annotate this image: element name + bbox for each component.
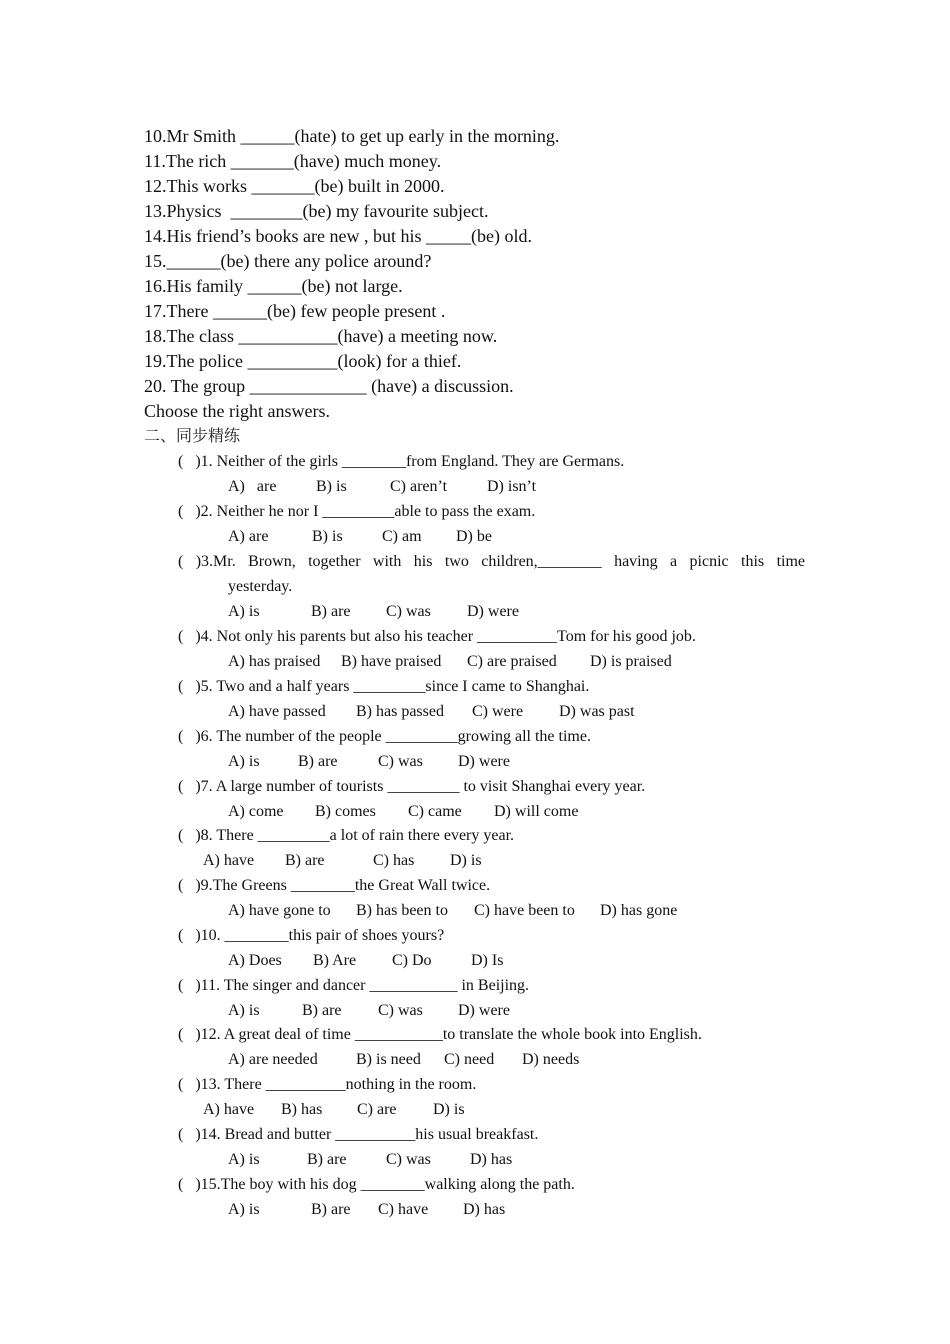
question-4-option-c: C) are praised (467, 653, 557, 670)
question-3-option-d: D) were (467, 603, 519, 620)
question-12-option-c: C) need (444, 1051, 495, 1068)
question-12-option-d: D) needs (522, 1051, 580, 1068)
question-6-stem: ( )6. The number of the people _________growing all the time. (178, 728, 591, 745)
question-13-option-a: A) have (203, 1101, 255, 1118)
question-9-option-d: D) has gone (600, 902, 678, 919)
question-6-option-c: C) was (378, 753, 423, 770)
fill-in-item-13: 13.Physics ________(be) my favourite subject. (144, 201, 489, 221)
fill-in-item-20: 20. The group _____________ (have) a discussion. (144, 376, 514, 396)
question-4-option-d: D) is praised (590, 653, 672, 670)
question-14-option-c: C) was (386, 1151, 431, 1168)
question-9-option-a: A) have gone to (228, 902, 331, 919)
question-8-option-a: A) have (203, 852, 255, 869)
question-1-option-d: D) isn’t (487, 478, 537, 495)
question-15-stem: ( )15.The boy with his dog ________walking along the path. (178, 1176, 575, 1193)
question-3-stem-continued: yesterday. (228, 578, 293, 595)
question-2-option-d: D) be (456, 528, 492, 545)
question-2-option-a: A) are (228, 528, 269, 545)
question-11-stem: ( )11. The singer and dancer ___________ in Beijing. (178, 977, 530, 994)
question-7-option-a: A) come (228, 803, 284, 820)
question-8-option-d: D) is (450, 852, 482, 869)
question-4-option-a: A) has praised (228, 653, 321, 670)
question-9-stem: ( )9.The Greens ________the Great Wall twice. (178, 877, 491, 894)
question-5-option-b: B) has passed (356, 703, 444, 720)
fill-in-item-14: 14.His friend’s books are new , but his _____(be) old. (144, 226, 532, 246)
fill-in-item-11: 11.The rich _______(have) much money. (144, 151, 442, 171)
question-1-option-c: C) aren’t (390, 478, 448, 495)
question-11-option-b: B) are (302, 1002, 342, 1019)
question-1-option-a: A) are (228, 478, 277, 495)
question-11-option-c: C) was (378, 1002, 423, 1019)
question-4-stem: ( )4. Not only his parents but also his teacher __________Tom for his good job. (178, 628, 696, 645)
question-7-option-c: C) came (408, 803, 462, 820)
question-10-option-a: A) Does (228, 952, 282, 969)
question-9-option-c: C) have been to (474, 902, 575, 919)
question-14-option-a: A) is (228, 1151, 260, 1168)
question-12-stem: ( )12. A great deal of time ___________to translate the whole book into English. (178, 1026, 702, 1043)
question-10-stem: ( )10. ________this pair of shoes yours? (178, 927, 445, 944)
question-13-stem: ( )13. There __________nothing in the room. (178, 1076, 477, 1093)
question-7-option-d: D) will come (494, 803, 579, 820)
question-5-stem: ( )5. Two and a half years _________since I came to Shanghai. (178, 678, 590, 695)
question-14-stem: ( )14. Bread and butter __________his usual breakfast. (178, 1126, 539, 1143)
question-6-option-d: D) were (458, 753, 510, 770)
question-5-option-c: C) were (472, 703, 524, 720)
question-14-option-b: B) are (307, 1151, 347, 1168)
question-3-option-a: A) is (228, 603, 260, 620)
fill-in-item-15: 15.______(be) there any police around? (144, 251, 432, 271)
fill-in-item-10: 10.Mr Smith ______(hate) to get up early in the morning. (144, 126, 560, 146)
choose-heading: Choose the right answers. (144, 401, 330, 421)
question-15-option-c: C) have (378, 1201, 429, 1218)
question-3-stem: ( )3.Mr. Brown, together with his two children,________ having a picnic this time (178, 553, 805, 570)
question-8-stem: ( )8. There _________a lot of rain there every year. (178, 827, 515, 844)
question-5-option-a: A) have passed (228, 703, 326, 720)
fill-in-item-17: 17.There ______(be) few people present . (144, 301, 446, 321)
question-3-option-b: B) are (311, 603, 351, 620)
question-15-option-a: A) is (228, 1201, 260, 1218)
question-2-stem: ( )2. Neither he nor I _________able to pass the exam. (178, 503, 536, 520)
question-9-option-b: B) has been to (356, 902, 448, 919)
question-15-option-d: D) has (463, 1201, 506, 1218)
question-12-option-a: A) are needed (228, 1051, 318, 1068)
section-title: 二、同步精练 (144, 426, 241, 445)
fill-in-item-12: 12.This works _______(be) built in 2000. (144, 176, 445, 196)
fill-in-item-18: 18.The class ___________(have) a meeting now. (144, 326, 498, 346)
question-13-option-b: B) has (281, 1101, 323, 1118)
question-1-stem: ( )1. Neither of the girls ________from England. They are Germans. (178, 453, 625, 470)
question-6-option-a: A) is (228, 753, 260, 770)
question-13-option-d: D) is (433, 1101, 465, 1118)
question-4-option-b: B) have praised (341, 653, 442, 670)
question-11-option-d: D) were (458, 1002, 510, 1019)
question-6-option-b: B) are (298, 753, 338, 770)
question-3-option-c: C) was (386, 603, 431, 620)
question-5-option-d: D) was past (559, 703, 635, 720)
question-2-option-b: B) is (312, 528, 343, 545)
question-10-option-d: D) Is (471, 952, 504, 969)
question-10-option-b: B) Are (313, 952, 357, 969)
question-14-option-d: D) has (470, 1151, 513, 1168)
question-15-option-b: B) are (311, 1201, 351, 1218)
question-11-option-a: A) is (228, 1002, 260, 1019)
question-12-option-b: B) is need (356, 1051, 421, 1068)
question-13-option-c: C) are (357, 1101, 397, 1118)
question-10-option-c: C) Do (392, 952, 432, 969)
question-8-option-c: C) has (373, 852, 415, 869)
question-2-option-c: C) am (382, 528, 422, 545)
fill-in-item-19: 19.The police __________(look) for a thief. (144, 351, 462, 371)
question-8-option-b: B) are (285, 852, 325, 869)
question-7-option-b: B) comes (315, 803, 376, 820)
question-7-stem: ( )7. A large number of tourists _________ to visit Shanghai every year. (178, 778, 646, 795)
question-1-option-b: B) is (316, 478, 347, 495)
fill-in-item-16: 16.His family ______(be) not large. (144, 276, 403, 296)
